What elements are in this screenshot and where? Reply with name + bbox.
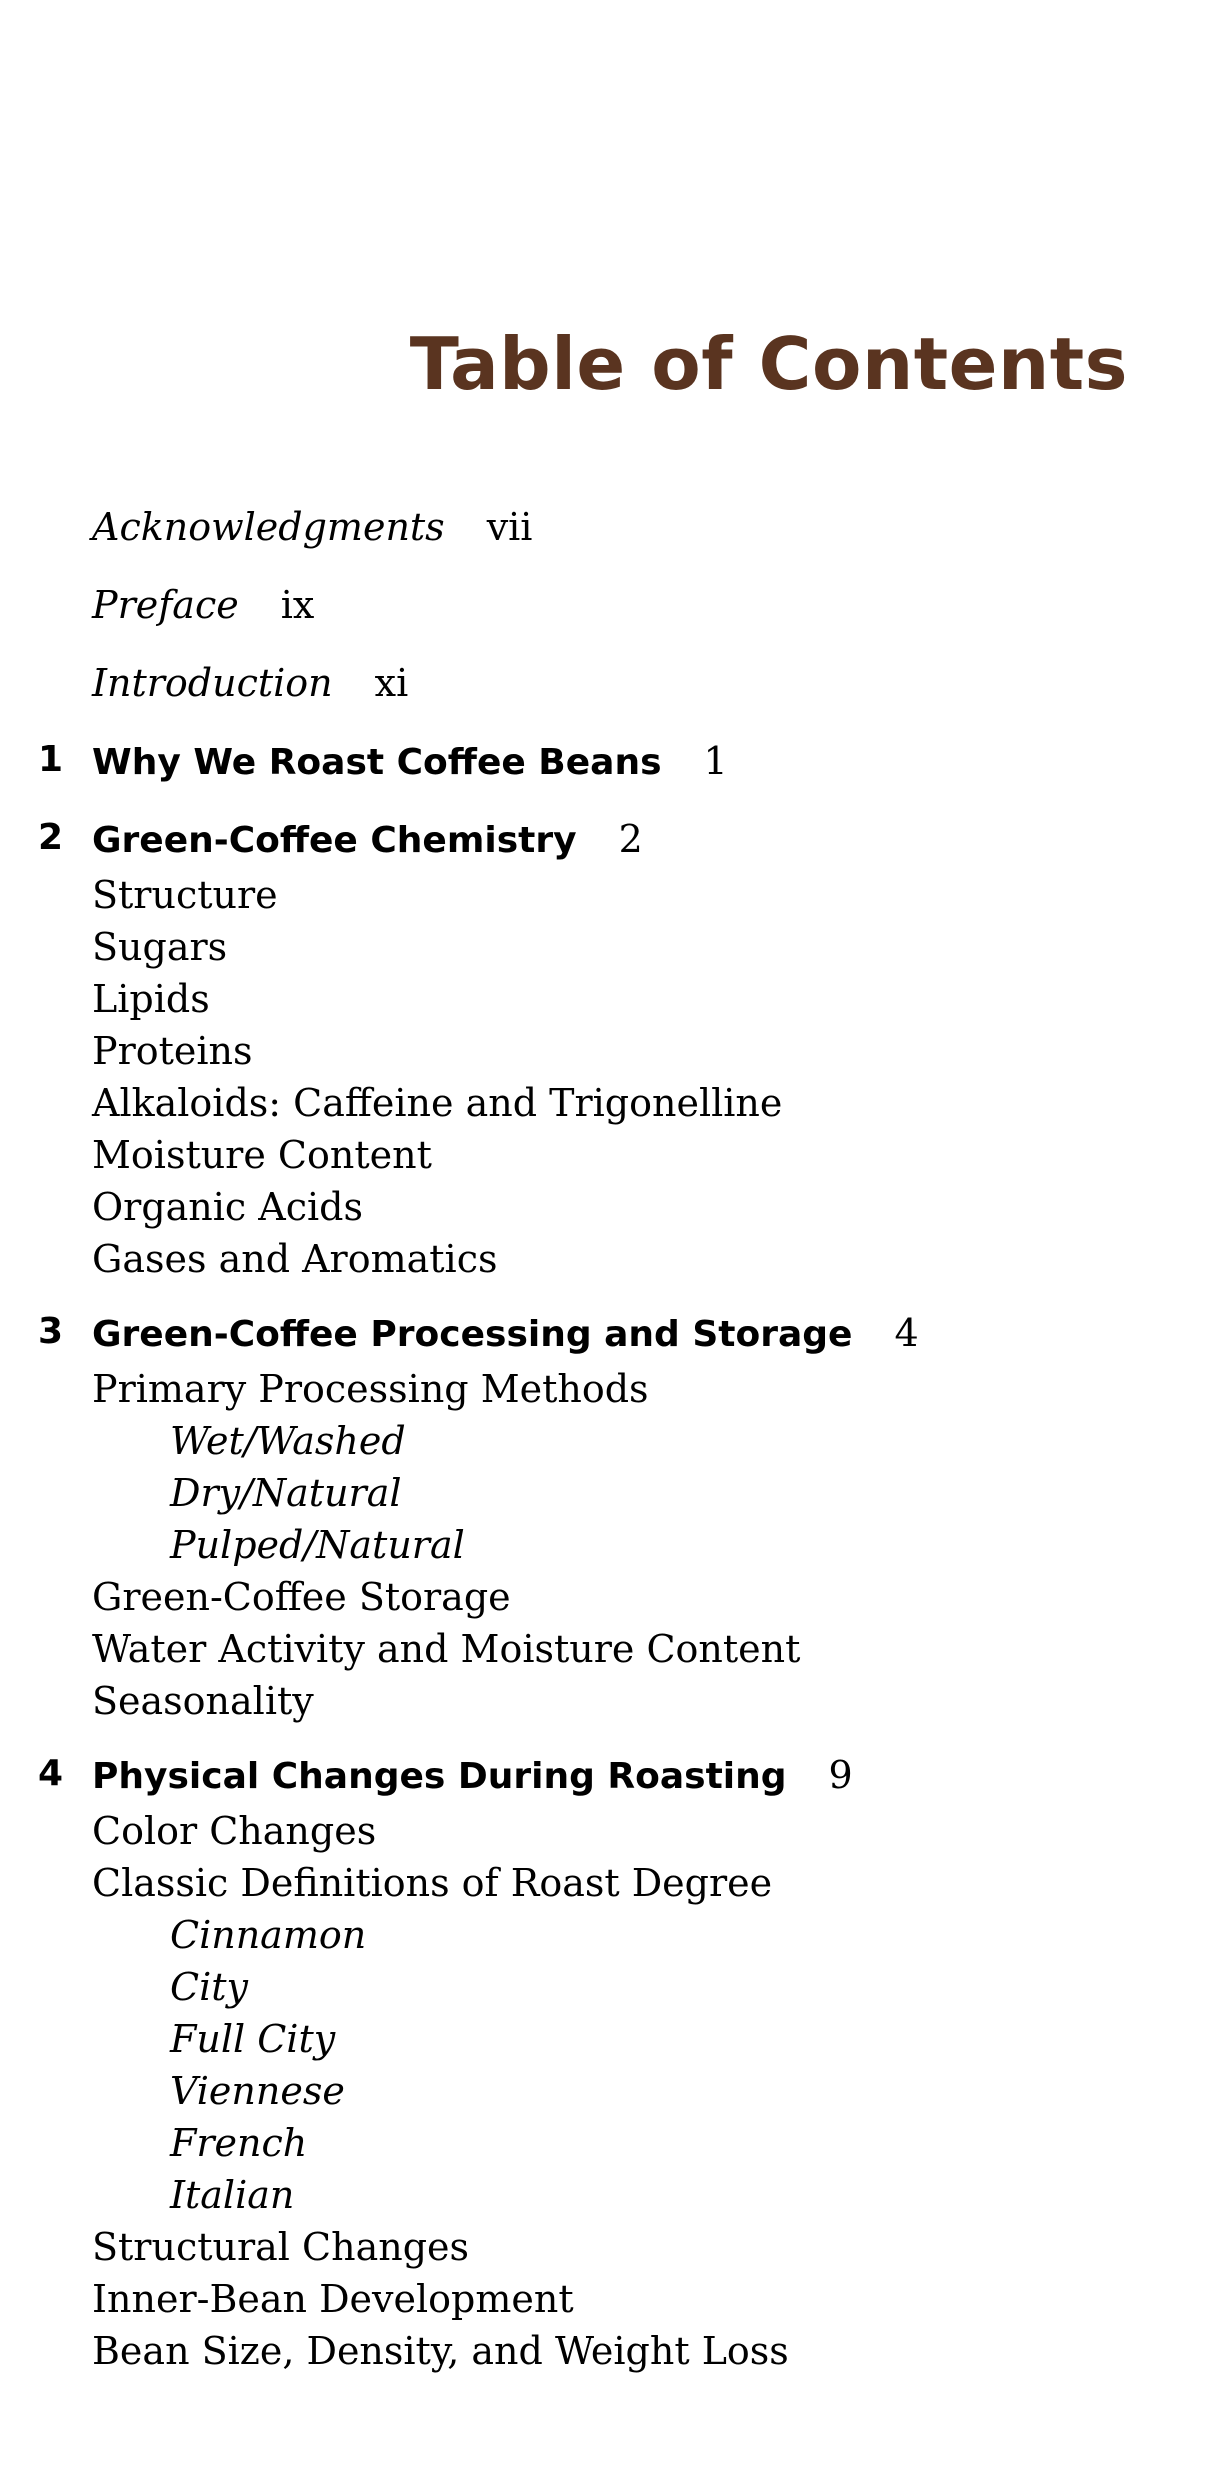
chapter-number: 3: [38, 1311, 64, 1352]
chapter-title: Green-Coffee Processing and Storage 4: [92, 1311, 919, 1355]
section-entry[interactable]: Lipids: [92, 977, 210, 1021]
section-entry[interactable]: Gases and Aromatics: [92, 1237, 498, 1281]
chapter-page: 2: [618, 817, 643, 861]
chapter-title: Green-Coffee Chemistry 2: [92, 817, 643, 861]
table-of-contents: [0, 505, 1208, 2377]
section-entry[interactable]: Sugars: [92, 925, 228, 969]
section-entry[interactable]: Classic Definitions of Roast Degree: [92, 1861, 773, 1905]
section-entry[interactable]: Water Activity and Moisture Content: [92, 1627, 801, 1671]
chapter-entry: [0, 739, 1208, 791]
front-matter-page: xi: [374, 661, 409, 705]
section-entry[interactable]: Inner-Bean Development: [92, 2277, 574, 2321]
front-matter-title: Preface ix: [92, 583, 315, 627]
front-matter-page: vii: [486, 505, 533, 549]
chapter-title: Physical Changes During Roasting 9: [92, 1753, 853, 1797]
subsection-entry[interactable]: Full City: [170, 2017, 336, 2061]
subsection-entry[interactable]: Wet/Washed: [170, 1419, 406, 1463]
section-entry[interactable]: Structure: [92, 873, 278, 917]
chapter-page: 9: [828, 1753, 853, 1797]
section-entry[interactable]: Moisture Content: [92, 1133, 432, 1177]
section-entry[interactable]: Color Changes: [92, 1809, 377, 1853]
chapter-number: 4: [38, 1753, 64, 1794]
chapter-heading[interactable]: [0, 817, 1208, 869]
subsection-entry[interactable]: City: [170, 1965, 248, 2009]
subsection-entry[interactable]: Italian: [170, 2173, 295, 2217]
subsection-entry[interactable]: Cinnamon: [170, 1913, 367, 1957]
front-matter-entry[interactable]: [0, 583, 1208, 661]
chapter-number: 1: [38, 739, 64, 780]
chapter-entry: [0, 1311, 1208, 1727]
page-title: Table of Contents: [409, 322, 1128, 406]
chapter-entry: [0, 817, 1208, 1285]
front-matter-title: Acknowledgments vii: [92, 505, 533, 549]
subsection-entry[interactable]: Dry/Natural: [170, 1471, 402, 1515]
front-matter-page: ix: [280, 583, 315, 627]
chapter-page: 1: [703, 739, 728, 783]
chapter-number: 2: [38, 817, 64, 858]
front-matter-entry[interactable]: [0, 505, 1208, 583]
subsection-entry[interactable]: French: [170, 2121, 308, 2165]
section-entry[interactable]: Alkaloids: Caffeine and Trigonelline: [92, 1081, 783, 1125]
chapter-title: Why We Roast Coffee Beans 1: [92, 739, 728, 783]
chapter-page: 4: [894, 1311, 919, 1355]
front-matter-entry[interactable]: [0, 661, 1208, 739]
front-matter-title: Introduction xi: [92, 661, 409, 705]
chapter-heading[interactable]: [0, 1311, 1208, 1363]
section-entry[interactable]: Structural Changes: [92, 2225, 470, 2269]
section-entry[interactable]: Primary Processing Methods: [92, 1367, 649, 1411]
subsection-entry[interactable]: Viennese: [170, 2069, 345, 2113]
chapter-heading[interactable]: [0, 1753, 1208, 1805]
subsection-entry[interactable]: Pulped/Natural: [170, 1523, 465, 1567]
section-entry[interactable]: Seasonality: [92, 1679, 314, 1723]
section-entry[interactable]: Green-Coffee Storage: [92, 1575, 511, 1619]
chapter-heading[interactable]: [0, 739, 1208, 791]
chapter-entry: [0, 1753, 1208, 2377]
section-entry[interactable]: Proteins: [92, 1029, 253, 1073]
section-entry[interactable]: Organic Acids: [92, 1185, 363, 1229]
section-entry[interactable]: Bean Size, Density, and Weight Loss: [92, 2329, 789, 2373]
